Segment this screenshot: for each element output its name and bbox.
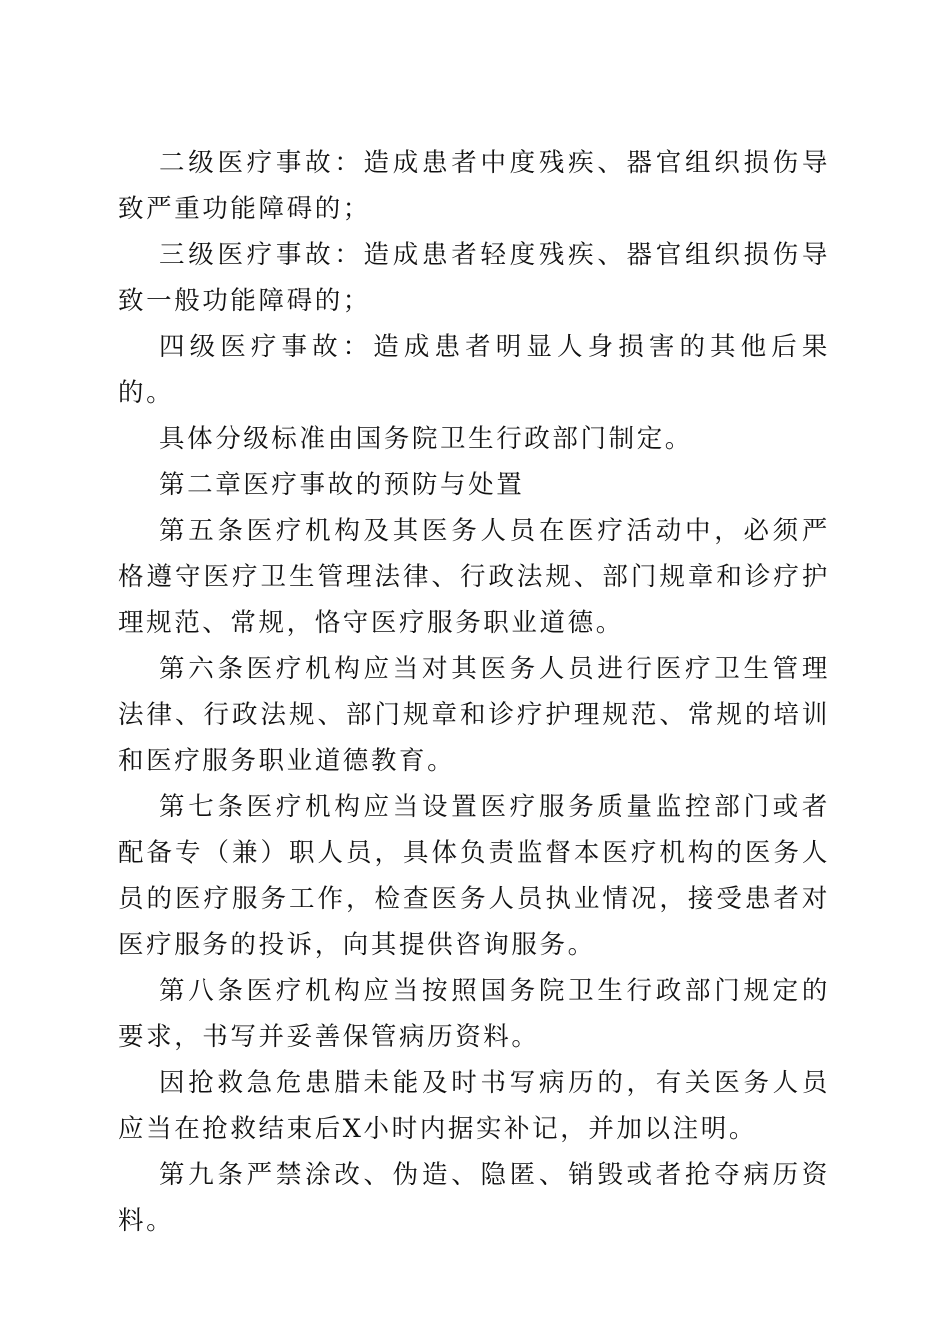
paragraph-grading-standard: 具体分级标准由国务院卫生行政部门制定。 xyxy=(159,424,693,454)
paragraph-article-9: 第九条严禁涂改、伪造、隐匿、销毁或者抢夺病历资料。 xyxy=(118,1160,830,1236)
paragraph-accident-level-4: 四级医疗事故：造成患者明显人身损害的其他后果的。 xyxy=(118,332,830,408)
paragraph-emergency-records: 因抢救急危患腊未能及时书写病历的，有关医务人员应当在抢救结束后X小时内据实补记，并加以注明。 xyxy=(118,1068,830,1144)
paragraph-accident-level-3: 三级医疗事故：造成患者轻度残疾、器官组织损伤导致一般功能障碍的； xyxy=(118,240,830,316)
paragraph-article-7: 第七条医疗机构应当设置医疗服务质量监控部门或者配备专（兼）职人员，具体负责监督本医疗机构的医务人员的医疗服务工作，检查医务人员执业情况，接受患者对医疗服务的投诉，向其提供咨询服务。 xyxy=(118,792,830,960)
paragraph-accident-level-2: 二级医疗事故：造成患者中度残疾、器官组织损伤导致严重功能障碍的； xyxy=(118,148,830,224)
document-body xyxy=(118,140,830,1244)
paragraph-article-6: 第六条医疗机构应当对其医务人员进行医疗卫生管理法律、行政法规、部门规章和诊疗护理规范、常规的培训和医疗服务职业道德教育。 xyxy=(118,654,830,776)
chapter-heading: 第二章医疗事故的预防与处置 xyxy=(159,470,525,500)
paragraph-article-8: 第八条医疗机构应当按照国务院卫生行政部门规定的要求，书写并妥善保管病历资料。 xyxy=(118,976,830,1052)
paragraph-article-5: 第五条医疗机构及其医务人员在医疗活动中，必须严格遵守医疗卫生管理法律、行政法规、部门规章和诊疗护理规范、常规，恪守医疗服务职业道德。 xyxy=(118,516,830,638)
